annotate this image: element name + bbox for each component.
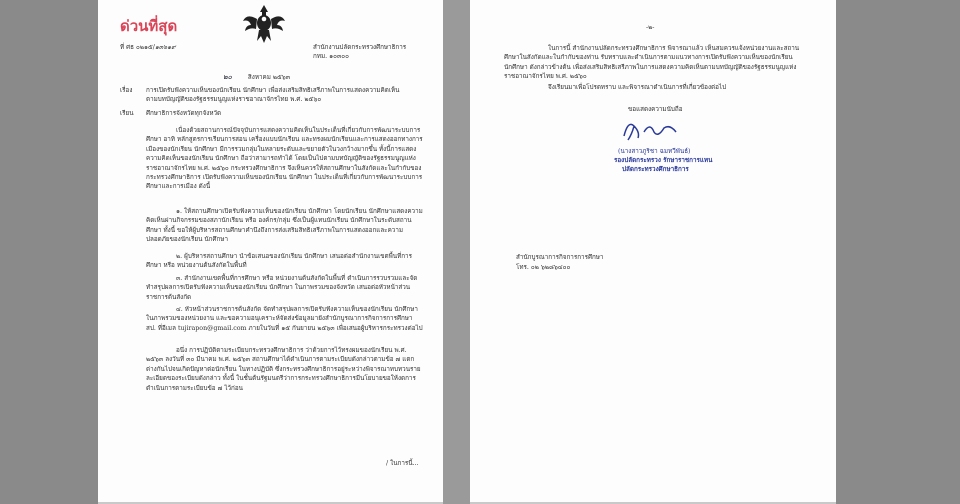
- paragraph-item-1: ๑. ให้สถานศึกษาเปิดรับฟังความเห็นของนักเรียน นักศึกษา โดยนักเรียน นักศึกษาแสดงความคิดเห็นผ่านกิจกรรมของสภานักเรียน หรือ องค์กร/กลุ่ม ซึ่งเป็นผู้แทนนักเรียน นักศึกษาในระดับสถานศึกษา ทั้งนี้ ขอให้ผู้บริหารสถานศึกษาคำนึงถึงการส่งเสริมสิทธิเสรีภาพในการแสดงออกและความปลอดภัยของนักเรียน นักศึกษา: [146, 208, 423, 244]
- paragraph-item-2: ๒. ผู้บริหารสถานศึกษา นำข้อเสนอของนักเรียน นักศึกษา เสนอต่อสำนักงานเขตพื้นที่การศึกษา หรือ หน่วยงานต้นสังกัดในพื้นที่: [146, 253, 412, 270]
- agency-name: สำนักงานปลัดกระทรวงศึกษาธิการ: [313, 44, 407, 51]
- paragraph-item-5: อนึ่ง การปฏิบัติตามระเบียบกระทรวงศึกษาธิการ ว่าด้วยการไว้ทรงผมของนักเรียน พ.ศ. ๒๕๖๓ ลงวันที่ ๓๐ มีนาคม พ.ศ. ๒๕๖๓ สถานศึกษาได้ดำเนินการตามระเบียบดังกล่าวตามข้อ ๗ แตกต่างกันไปจนเกิดปัญหาต่อนักเรียน ในทางปฏิบัติ ซึ่งกระทรวงศึกษาธิการอยู่ระหว่างพิจารณาทบทวนรายละเอียดของระเบียบดังกล่าว ทั้งนี้ ในชั้นต้นรัฐมนตรีว่าการกระทรวงศึกษาธิการมีนโยบายขอให้งดการดำเนินการตามระเบียบข้อ ๗ ไว้ก่อน: [146, 347, 421, 392]
- document-page-1: [98, 0, 443, 504]
- right-margin-bar: [836, 0, 960, 504]
- subject-label: เรื่อง: [120, 87, 133, 94]
- urgency-stamp: ด่วนที่สุด: [120, 17, 178, 35]
- page-gap-bar: [443, 0, 470, 504]
- subject-line-2: ตามบทบัญญัติของรัฐธรรมนูญแห่งราชอาณาจักรไทย พ.ศ. ๒๕๖๐: [146, 96, 322, 103]
- agency-postcode: กทม. ๑๐๓๐๐: [313, 53, 349, 60]
- document-page-2: [470, 0, 836, 504]
- date-day-handwritten: ๒๐: [223, 73, 232, 81]
- subject-line-1: การเปิดรับฟังความเห็นของนักเรียน นักศึกษา เพื่อส่งเสริมสิทธิเสรีภาพในการแสดงความคิดเห็น: [146, 87, 400, 94]
- paragraph-main: ในการนี้ สำนักงานปลัดกระทรวงศึกษาธิการ พิจารณาแล้ว เห็นสมควรแจ้งหน่วยงานและสถานศึกษาในสังกัดและในกำกับของท่าน รับทราบและดำเนินการตามแนวทางการเปิดรับฟังความเห็นของนักเรียน นักศึกษา ดังกล่าวข้างต้น เพื่อส่งเสริมสิทธิเสรีภาพในการแสดงความคิดเห็นตามบทบัญญัติของรัฐธรรมนูญแห่งราชอาณาจักรไทย พ.ศ. ๒๕๖๐: [504, 45, 800, 81]
- left-margin-bar: [0, 0, 98, 504]
- date-month-year: สิงหาคม ๒๕๖๓: [247, 74, 291, 81]
- to-value: ศึกษาธิการจังหวัดทุกจังหวัด: [146, 110, 222, 117]
- doc-number-prefix: ที่ ศธ ๐๒๑๕/: [120, 44, 155, 51]
- paragraph-closing: จึงเรียนมาเพื่อโปรดทราบ และพิจารณาดำเนินการที่เกี่ยวข้องต่อไป: [548, 84, 727, 91]
- office-phone: โทร. ๐๒ ๖๒๘๖๔๐๐: [516, 264, 571, 271]
- paragraph-item-4: ๔. หัวหน้าส่วนราชการต้นสังกัด จัดทำสรุปผลการเปิดรับฟังความเห็นของนักเรียน นักศึกษาในภาพรวมของหน่วยงาน และขอความอนุเคราะห์จัดส่งข้อมูลมายังสำนักบูรณาการกิจการการศึกษา สป. ที่อีเมล tujirapon@gmail.com ภายในวันที่ ๑๕ กันยายน ๒๕๖๓ เพื่อเสนอผู้บริหารกระทรวงต่อไป: [146, 306, 423, 332]
- regards-line: ขอแสดงความนับถือ: [628, 106, 683, 113]
- issuing-office: สำนักบูรณาการกิจการการศึกษา: [516, 254, 604, 261]
- signer-title-line-1: รองปลัดกระทรวง รักษาราชการแทน: [614, 157, 713, 164]
- paragraph-intro: เนื่องด้วยสถานการณ์ปัจจุบันการแสดงความคิดเห็นในประเด็นที่เกี่ยวกับการพัฒนาระบบการศึกษา อาทิ หลักสูตรการเรียนการสอน เครื่องแบบนักเรียน และทรงผมนักเรียนและการแสดงออกทางการเมืองของนักเรียน นักศึกษา มีการรวมกลุ่มในหลายระดับและขยายตัวในวงกว้างมากขึ้น ทั้งนี้การแสดงความคิดเห็นของนักเรียน นักศึกษา ถือว่าสามารถทำได้ โดยเป็นไปตามบทบัญญัติของรัฐธรรมนูญแห่งราชอาณาจักรไทย พ.ศ. ๒๕๖๐ กระทรวงศึกษาธิการ จึงเห็นควรให้สถานศึกษาในสังกัดและในกำกับของกระทรวงศึกษาธิการ เปิดรับฟังความเห็นของนักเรียน นักศึกษา ในประเด็นที่เกี่ยวกับการพัฒนาระบบการศึกษาและการเมือง ดังนี้: [146, 127, 423, 191]
- doc-number: [120, 44, 176, 53]
- garuda-emblem-icon: [241, 3, 287, 47]
- signer-name: (นางสาวภูริชา ฉมทวีพันธ์): [618, 148, 691, 155]
- page-number: -๒-: [646, 24, 655, 31]
- continuation-note: / ในการนี้...: [386, 460, 419, 467]
- date-line: [223, 73, 290, 83]
- doc-number-handwritten: ๑๓๖๑๙: [154, 44, 176, 51]
- signature-icon: [620, 118, 690, 144]
- signer-title-line-2: ปลัดกระทรวงศึกษาธิการ: [622, 166, 689, 173]
- to-label: เรียน: [120, 110, 134, 117]
- paragraph-item-3: ๓. สำนักงานเขตพื้นที่การศึกษา หรือ หน่วยงานต้นสังกัดในพื้นที่ ดำเนินการรวบรวมและจัดทำสรุปผลการเปิดรับฟังความเห็นของนักเรียน นักศึกษา ในภาพรวมของจังหวัด เสนอต่อหัวหน้าส่วนราชการต้นสังกัด: [146, 275, 418, 301]
